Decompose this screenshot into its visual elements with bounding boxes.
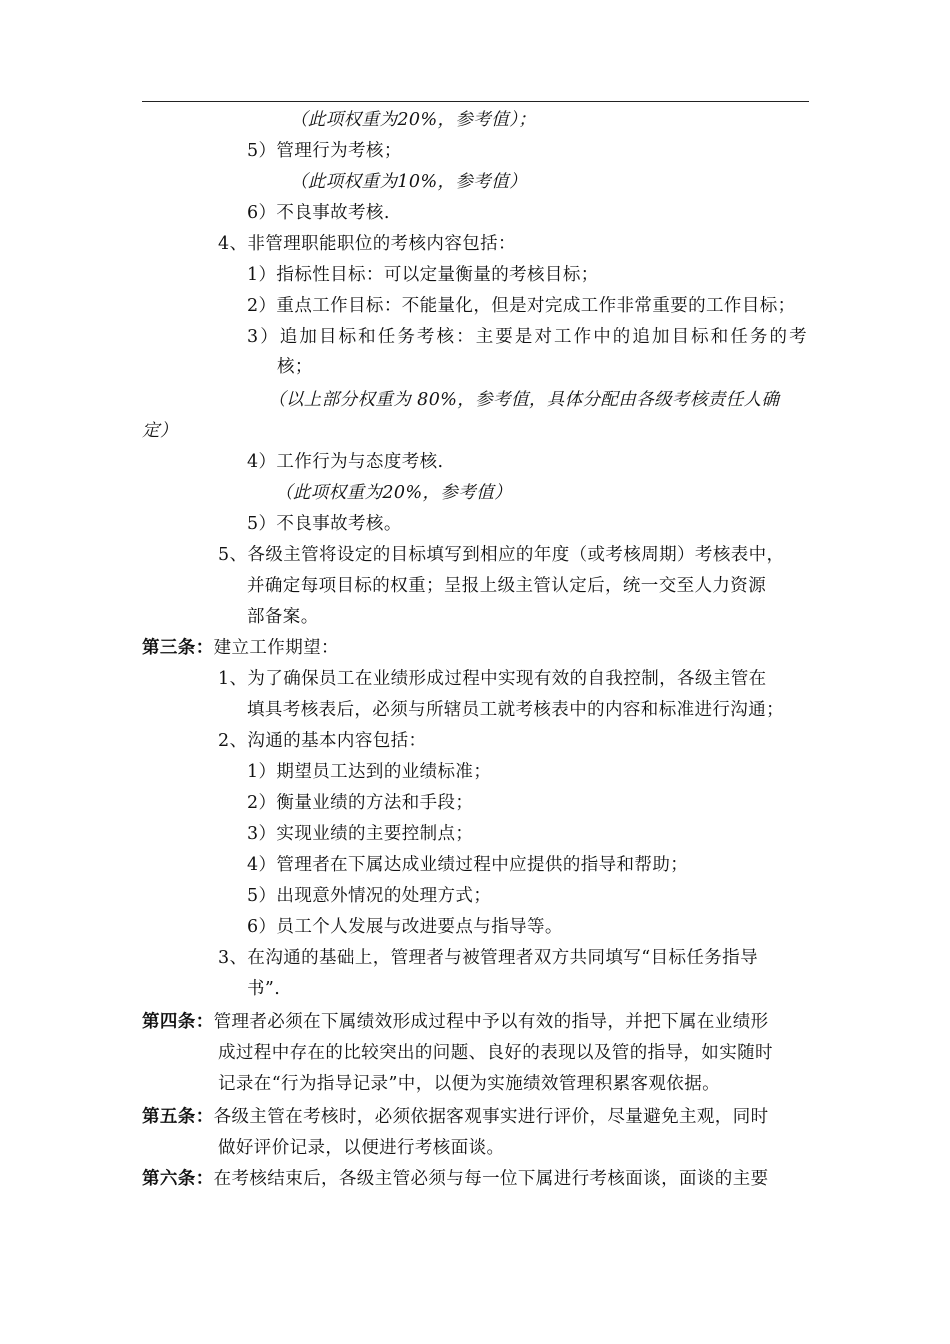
list-item: 3）追加目标和任务考核：主要是对工作中的追加目标和任务的考 [247,327,807,347]
article-3 [142,636,339,660]
section-item: 3、在沟通的基础上，管理者与被管理者双方共同填写“目标任务指导 [218,948,758,968]
article-3-label: 第三条： [142,638,214,658]
list-item: 5）不良事故考核。 [247,514,402,534]
weight-note-20: （此项权重为20%，参考值）； [290,110,537,130]
header-rule [142,101,809,102]
section-item-continuation: 并确定每项目标的权重；呈报上级主管认定后，统一交至人力资源 [247,576,767,596]
section-item: 1、为了确保员工在业绩形成过程中实现有效的自我控制，各级主管在 [218,669,767,689]
list-item: 5）管理行为考核； [247,141,402,161]
list-item: 4）管理者在下属达成业绩过程中应提供的指导和帮助； [247,855,689,875]
article-4-text: 管理者必须在下属绩效形成过程中予以有效的指导，并把下属在业绩形 [213,1012,769,1032]
list-item: 3）实现业绩的主要控制点； [247,824,474,844]
section-item: 4、非管理职能职位的考核内容包括： [218,234,516,254]
list-item: 6）不良事故考核. [247,203,390,223]
article-4-label: 第四条： [142,1012,214,1032]
list-item-continuation: 核； [277,357,313,377]
article-4 [142,1010,769,1034]
list-item: 4）工作行为与态度考核. [247,452,444,472]
section-item: 2、沟通的基本内容包括： [218,731,427,751]
article-3-text: 建立工作期望： [213,638,339,658]
weight-note-continuation: 定） [142,421,178,441]
weight-note-10: （此项权重为10%，参考值） [290,172,527,192]
article-5-text: 各级主管在考核时，必须依据客观事实进行评价，尽量避免主观，同时 [213,1107,769,1127]
article-6-label: 第六条： [142,1169,214,1189]
article-4-continuation: 记录在“行为指导记录”中，以便为实施绩效管理积累客观依据。 [218,1074,720,1094]
list-item: 2）重点工作目标：不能量化，但是对完成工作非常重要的工作目标； [247,296,796,316]
article-5 [142,1105,769,1129]
article-6-text: 在考核结束后，各级主管必须与每一位下属进行考核面谈，面谈的主要 [213,1169,769,1189]
list-item: 1）期望员工达到的业绩标准； [247,762,492,782]
weight-note-80: （以上部分权重为 80%，参考值，具体分配由各级考核责任人确 [268,390,780,410]
weight-note-20b: （此项权重为20%，参考值） [275,483,512,503]
list-item: 5）出现意外情况的处理方式； [247,886,492,906]
list-item: 6）员工个人发展与改进要点与指导等。 [247,917,563,937]
article-5-label: 第五条： [142,1107,214,1127]
article-4-continuation: 成过程中存在的比较突出的问题、良好的表现以及管的指导，如实随时 [218,1043,773,1063]
section-item-continuation: 书”. [247,979,281,999]
section-item-continuation: 部备案。 [247,607,319,627]
list-item: 2）衡量业绩的方法和手段； [247,793,474,813]
section-item: 5、各级主管将设定的目标填写到相应的年度（或考核周期）考核表中， [218,545,785,565]
list-item: 1）指标性目标：可以定量衡量的考核目标； [247,265,599,285]
section-item-continuation: 填具考核表后，必须与所辖员工就考核表中的内容和标准进行沟通； [247,700,784,720]
article-5-continuation: 做好评价记录，以便进行考核面谈。 [218,1138,505,1158]
article-6 [142,1167,769,1191]
